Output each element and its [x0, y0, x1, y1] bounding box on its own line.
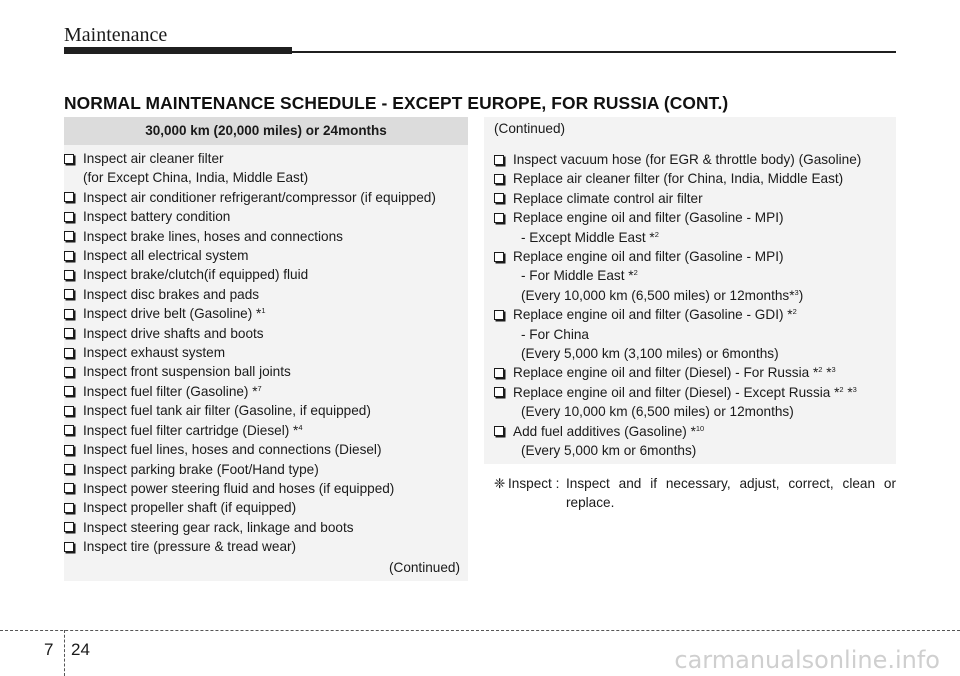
list-item-continuation: (Every 10,000 km (6,500 miles) or 12months*$^3$)	[521, 287, 804, 303]
list-item-continuation: - Except Middle East *$^2$	[521, 229, 659, 245]
list-item: Inspect air cleaner filter	[64, 149, 436, 168]
list-item: Replace engine oil and filter (Gasoline - MPI)	[494, 208, 861, 227]
inspect-note	[494, 474, 896, 513]
checkbox-icon	[64, 309, 74, 319]
left-schedule-panel	[64, 117, 468, 581]
checkbox-icon	[64, 483, 74, 493]
continued-label: (Continued)	[494, 121, 566, 136]
checkbox-icon	[64, 154, 74, 164]
checkbox-icon	[64, 406, 74, 416]
checkbox-icon	[64, 425, 74, 435]
list-item: Inspect fuel lines, hoses and connections (Diesel)	[64, 440, 436, 459]
checkbox-icon	[494, 252, 504, 262]
header-bar-thick	[64, 47, 292, 54]
note-label: Inspect :	[508, 476, 560, 491]
checkbox-icon	[64, 231, 74, 241]
checkbox-icon	[494, 213, 504, 223]
right-schedule-panel	[484, 117, 896, 464]
checkbox-icon	[64, 289, 74, 299]
checkbox-icon	[494, 155, 504, 165]
interval-header: 30,000 km (20,000 miles) or 24months	[64, 117, 468, 145]
list-item: Replace engine oil and filter (Gasoline - GDI) *$^2$	[494, 305, 861, 324]
header-rule	[292, 51, 896, 53]
list-item: Inspect air conditioner refrigerant/compressor (if equipped)	[64, 188, 436, 207]
list-item-continuation: (for Except China, India, Middle East)	[83, 170, 309, 186]
list-item: Inspect propeller shaft (if equipped)	[64, 498, 436, 517]
list-item: Inspect brake/clutch(if equipped) fluid	[64, 265, 436, 284]
checkbox-icon	[64, 542, 74, 552]
list-item: Inspect parking brake (Foot/Hand type)	[64, 460, 436, 479]
checkbox-icon	[494, 426, 504, 436]
checkbox-icon	[64, 348, 74, 358]
watermark: carmanualsonline.info	[674, 646, 940, 674]
checkbox-icon	[64, 328, 74, 338]
note-text: Inspect and if necessary, adjust, correct, clean or replace.	[566, 476, 896, 511]
list-item: Replace climate control air filter	[494, 189, 861, 208]
chapter-number: 7	[44, 640, 54, 659]
list-item: Inspect drive belt (Gasoline) *$^1$	[64, 304, 436, 323]
list-item: Inspect battery condition	[64, 207, 436, 226]
checkbox-icon	[64, 192, 74, 202]
checkbox-icon	[64, 464, 74, 474]
list-item: Inspect tire (pressure & tread wear)	[64, 537, 436, 556]
checkbox-icon	[64, 445, 74, 455]
checkbox-icon	[494, 193, 504, 203]
checkbox-icon	[494, 174, 504, 184]
list-item: Inspect vacuum hose (for EGR & throttle body) (Gasoline)	[494, 150, 861, 169]
left-item-list	[64, 149, 436, 557]
checkbox-icon	[494, 387, 504, 397]
list-item: Replace engine oil and filter (Diesel) - Except Russia *$^2$ *$^3$	[494, 383, 861, 402]
checkbox-icon	[494, 310, 504, 320]
continued-label: (Continued)	[388, 560, 460, 575]
checkbox-icon	[64, 503, 74, 513]
right-item-list	[494, 150, 861, 461]
list-item: Inspect power steering fluid and hoses (if equipped)	[64, 479, 436, 498]
note-symbol-icon: ❈	[494, 476, 506, 491]
list-item: Inspect disc brakes and pads	[64, 285, 436, 304]
footer-divider	[64, 630, 65, 676]
list-item: Replace air cleaner filter (for China, India, Middle East)	[494, 169, 861, 188]
checkbox-icon	[64, 367, 74, 377]
checkbox-icon	[64, 270, 74, 280]
checkbox-icon	[64, 212, 74, 222]
section-heading: NORMAL MAINTENANCE SCHEDULE - EXCEPT EUROPE, FOR RUSSIA (CONT.)	[64, 93, 729, 113]
list-item: Inspect brake lines, hoses and connections	[64, 227, 436, 246]
list-item-continuation: - For Middle East *$^2$	[521, 268, 638, 284]
list-item-continuation: - For China	[521, 326, 589, 342]
footer-rule	[0, 630, 960, 631]
list-item: Inspect all electrical system	[64, 246, 436, 265]
list-item: Inspect fuel tank air filter (Gasoline, if equipped)	[64, 401, 436, 420]
list-item: Inspect steering gear rack, linkage and boots	[64, 518, 436, 537]
list-item: Inspect exhaust system	[64, 343, 436, 362]
list-item: Replace engine oil and filter (Diesel) - For Russia *$^2$ *$^3$	[494, 363, 861, 382]
list-item: Inspect front suspension ball joints	[64, 362, 436, 381]
list-item-continuation: (Every 5,000 km (3,100 miles) or 6months)	[521, 346, 779, 362]
list-item: Replace engine oil and filter (Gasoline - MPI)	[494, 247, 861, 266]
checkbox-icon	[64, 386, 74, 396]
list-item: Add fuel additives (Gasoline) *$^{10}$	[494, 422, 861, 441]
page-header-title: Maintenance	[64, 24, 168, 46]
page-number: 24	[71, 640, 90, 659]
list-item-continuation: (Every 5,000 km or 6months)	[521, 443, 697, 459]
list-item-continuation: (Every 10,000 km (6,500 miles) or 12months)	[521, 404, 794, 420]
list-item: Inspect fuel filter (Gasoline) *$^7$	[64, 382, 436, 401]
list-item: Inspect drive shafts and boots	[64, 324, 436, 343]
checkbox-icon	[494, 368, 504, 378]
checkbox-icon	[64, 251, 74, 261]
checkbox-icon	[64, 522, 74, 532]
list-item: Inspect fuel filter cartridge (Diesel) *$^4$	[64, 421, 436, 440]
